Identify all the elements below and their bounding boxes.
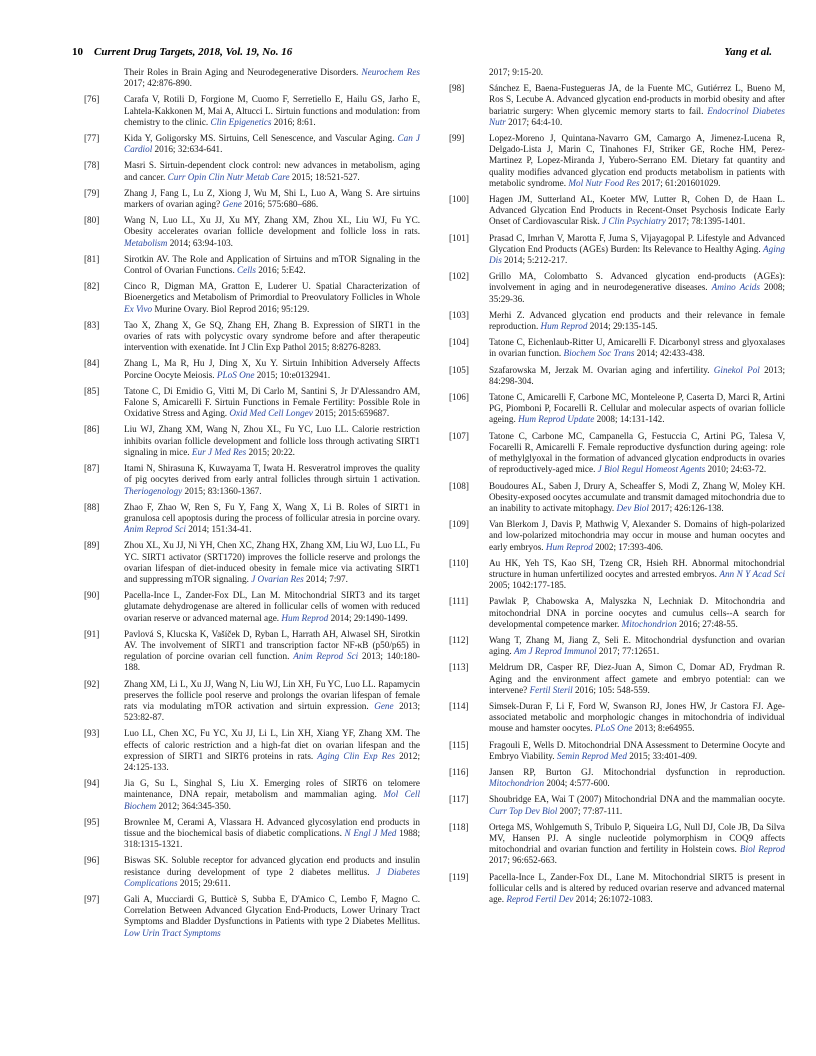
reference-number: [98] (449, 83, 465, 94)
reference-journal-link[interactable]: Eur J Med Res (191, 446, 247, 457)
reference-text: Pacella-Ince L, Zander-Fox DL, Lane M. Mitochondrial SIRT5 is present in follicular cells and is altered by reduced ovarian reserve and advanced maternal age. (489, 871, 785, 904)
reference-citation-tail: 2015; 83:1360-1367. (182, 485, 262, 496)
reference-journal-link[interactable]: Curr Opin Clin Nutr Metab Care (167, 171, 290, 182)
reference-journal-link[interactable]: Ann N Y Acad Sci (719, 568, 785, 579)
reference-number: [96] (84, 855, 100, 866)
reference-number: [86] (84, 424, 100, 435)
reference-entry (445, 794, 785, 816)
reference-text: Jia G, Su L, Singhal S, Liu X. Emerging roles of SIRT6 on telomere maintenance, DNA repair, metabolism and mammalian aging. (124, 778, 420, 800)
reference-citation-tail: 2014; 151:34-41. (185, 524, 252, 535)
reference-entry (80, 358, 420, 380)
reference-text: Szafarowska M, Jerzak M. Ovarian aging and infertility. (489, 364, 714, 375)
reference-journal-link[interactable]: Amino Acids (711, 282, 760, 293)
reference-text: Tatone C, Eichenlaub-Ritter U, Amicarelli F. Dicarbonyl stress and glyoxalases in ovarian function. (489, 337, 785, 359)
reference-citation-tail: 2016; 32:634-641. (152, 144, 223, 155)
reference-citation-tail: 2015; 29:611. (177, 877, 231, 888)
reference-text: Cinco R, Digman MA, Gratton E, Luderer U. Spatial Characterization of Bioenergetics and Metabolism of Primordial to Preovulatory Follicles in Whole (124, 281, 420, 303)
reference-journal-link[interactable]: J Ovarian Res (251, 573, 304, 584)
reference-citation-tail: 2014; 29:1490-1499. (328, 612, 408, 623)
reference-entry (445, 701, 785, 735)
reference-number: [102] (449, 271, 469, 282)
reference-entry (445, 872, 785, 906)
reference-citation-tail: 2013; 84:298-304. (489, 364, 786, 386)
reference-number: [108] (449, 480, 469, 491)
reference-number: [118] (449, 821, 469, 832)
reference-number: [116] (449, 766, 469, 777)
reference-journal-link[interactable]: Anim Reprod Sci (124, 524, 186, 535)
reference-text: Merhi Z. Advanced glycation end products and their relevance in female reproduction. (489, 309, 785, 332)
reference-journal-link[interactable]: Biol Reprod (739, 844, 785, 855)
reference-entry (445, 133, 785, 189)
reference-column-left (80, 67, 420, 944)
reference-citation-tail: 1988; 318:1315-1321. (124, 827, 420, 850)
reference-citation-tail: 2008; 35:29-36. (489, 282, 785, 304)
reference-number: [85] (84, 385, 100, 396)
reference-citation-tail: 2013; 8:e64955. (632, 723, 695, 734)
reference-column-right (445, 67, 785, 910)
reference-journal-link[interactable]: Gene (374, 700, 394, 711)
reference-citation-tail: 2014; 5:212-217. (501, 255, 568, 266)
reference-journal-link[interactable]: PLoS One (216, 369, 255, 380)
reference-citation-tail: 2015; 10:e0132941. (254, 369, 331, 380)
reference-number: [94] (84, 778, 100, 789)
reference-entry (445, 194, 785, 228)
reference-number: [104] (449, 337, 469, 348)
reference-citation-tail: 2017; 78:1395-1401. (665, 216, 746, 227)
reference-text: Van Blerkom J, Davis P, Mathwig V, Alexander S. Domains of high-polarized and low-polarized mitochondria may occur in mouse and human oocytes and early embryos. (489, 519, 785, 552)
reference-entry (80, 778, 420, 812)
reference-journal-link[interactable]: Hum Reprod (540, 321, 588, 332)
reference-citation-tail: 2014; 7:97. (303, 573, 348, 584)
reference-number: [117] (449, 794, 469, 805)
reference-text: Zhang L, Ma R, Hu J, Ding X, Xu Y. Sirtuin Inhibition Adversely Affects Porcine Oocyte Meiosis. (124, 358, 420, 380)
reference-entry (80, 281, 420, 315)
reference-number: [114] (449, 700, 469, 711)
page-header (72, 46, 772, 62)
reference-citation-tail: 2017; 96:652-663. (489, 855, 557, 866)
reference-number: [82] (84, 281, 100, 292)
reference-citation-tail: 2016; 5:E42. (255, 265, 306, 276)
reference-journal-link[interactable]: PLoS One (594, 723, 633, 734)
reference-number: [91] (84, 628, 100, 639)
reference-journal-link[interactable]: J Clin Psychiatry (602, 216, 666, 227)
reference-text: Itami N, Shirasuna K, Kuwayama T, Iwata H. Resveratrol improves the quality of pig oocytes derived from early antral follicles through sirtuin 1 activation. (124, 463, 420, 485)
reference-entry (445, 481, 785, 515)
reference-text: Simsek-Duran F, Li F, Ford W, Swanson RJ, Jones HW, Jr Castora FJ. Age-associated metabolic and morphologic changes in mitochondria of individual mouse and hamster oocytes. (489, 700, 785, 734)
reference-entry (80, 540, 420, 585)
reference-number: [92] (84, 678, 100, 689)
reference-citation-tail: 2017; 426:126-138. (648, 502, 724, 513)
reference-number: [101] (449, 232, 469, 243)
reference-text: Hagen JM, Sutterland AL, Koeter MW, Lutter R, Cohen D, de Haan L. Advanced Glycation End Products in Recent-Onset Psychosis Indicate Early Onset of Cardiovascular Risk. (489, 194, 785, 227)
reference-journal-link[interactable]: Reprod Fertil Dev (506, 894, 574, 904)
reference-citation-tail: 2017; 61:201601029. (639, 177, 721, 188)
reference-entry (445, 635, 785, 657)
reference-citation-tail: 2014; 63:94-103. (167, 237, 233, 248)
reference-journal-link[interactable]: Mol Nutr Food Res (568, 177, 640, 188)
reference-citation-tail: 2014; 29:135-145. (587, 321, 658, 332)
reference-journal-link[interactable]: Fertil Steril (529, 684, 573, 695)
reference-entry (445, 310, 785, 332)
reference-text: 2017; 9:15-20. (489, 67, 544, 77)
reference-journal-link[interactable]: J Biol Regul Homeost Agents (597, 464, 706, 475)
reference-number: [103] (449, 309, 469, 320)
reference-entry (80, 160, 420, 182)
reference-number: [93] (84, 728, 100, 739)
reference-text: Kida Y, Goligorsky MS. Sirtuins, Cell Senescence, and Vascular Aging. (124, 133, 398, 144)
reference-entry (80, 254, 420, 276)
reference-entry (80, 94, 420, 128)
reference-number: [89] (84, 540, 100, 551)
reference-text: Tatone C, Amicarelli F, Carbone MC, Monteleone P, Caserta D, Marci R, Artini PG, Piomboni P, Focarelli R. Cellular and molecular aspects of ovarian follicle ageing. (489, 392, 785, 425)
reference-citation-tail: 2016; 8:61. (271, 116, 316, 127)
reference-text: Tatone C, Carbone MC, Campanella G, Festuccia C, Artini PG, Talesa V, Focarelli R, Amicarelli F. Female reproductive dysfunction during ageing: role of methylglyoxal in the formation of advanced glycation endproducts in ovaries of reproductively-aged mice. (489, 430, 785, 475)
reference-entry (445, 365, 785, 387)
reference-citation-tail: 2004; 4:577-600. (544, 778, 610, 789)
reference-number: [111] (449, 596, 469, 607)
page-number: 10 (72, 46, 83, 58)
reference-number: [107] (449, 430, 469, 441)
reference-text: Sánchez E, Baena-Fustegueras JA, de la Fuente MC, Gutiérrez L, Bueno M, Ros S, Lecube A. Advanced glycation end-products in morbid obesity and after bariatric surgery: When glycemic memory starts to fail. (489, 83, 785, 116)
reference-number: [83] (84, 319, 100, 330)
reference-text: Their Roles in Brain Aging and Neurodegenerative Disorders. (124, 67, 362, 77)
reference-journal-link[interactable]: Mitochondrion (489, 778, 545, 789)
reference-text: Liu WJ, Zhang XM, Wang N, Zhou XL, Fu YC, Luo LL. Calorie restriction inhibits ovarian follicle development and follicle loss through activating SIRT1 signaling in mice. (124, 424, 420, 457)
reference-citation-tail: 2012; 24:125-133. (124, 750, 420, 772)
reference-journal-link[interactable]: Can J Cardiol (124, 133, 420, 155)
reference-journal-link[interactable]: Aging Clin Exp Res (317, 750, 395, 761)
reference-text: Biswas SK. Soluble receptor for advanced glycation end products and insulin resistance during development of type 2 diabetes mellitus. (124, 855, 420, 877)
reference-number: [119] (449, 871, 469, 882)
reference-text: Luo LL, Chen XC, Fu YC, Xu JJ, Li L, Lin XH, Xiang YF, Zhang XM. The effects of caloric restriction and a high-fat diet on ovarian lifespan and the expression of SIRT1 and SIRT6 proteins in rats. (124, 728, 420, 761)
reference-entry (445, 662, 785, 696)
reference-citation-tail: 2008; 14:131-142. (594, 414, 665, 425)
reference-journal-link[interactable]: Aging Dis (489, 243, 785, 266)
reference-entry (80, 133, 420, 155)
reference-text: Tao X, Zhang X, Ge SQ, Zhang EH, Zhang B. Expression of SIRT1 in the ovaries of rats with polycystic ovary syndrome before and after therapeutic intervention with exenatide. Int J Clin Exp Pathol 2015; 8:8276-8283. (124, 319, 420, 353)
running-author: Yang et al. (724, 46, 772, 58)
reference-entry (445, 392, 785, 426)
reference-text: Zhao F, Zhao W, Ren S, Fu Y, Fang X, Wang X, Li B. Roles of SIRT1 in granulosa cell apoptosis during the process of follicular atresia in porcine ovary. (124, 501, 420, 523)
reference-text: Ortega MS, Wohlgemuth S, Tribulo P, Siqueira LG, Null DJ, Cole JB, Da Silva MV, Hansen PJ. A single nucleotide polymorphism in COQ9 affects mitochondrial and ovarian function and fertility in Holstein cows. (489, 821, 785, 855)
reference-citation-tail: 2015; 18:521-527. (289, 171, 360, 182)
reference-entry (80, 817, 420, 851)
reference-number: [90] (84, 590, 100, 601)
reference-journal-link[interactable]: Hum Reprod Update (518, 414, 595, 425)
reference-entry (80, 728, 420, 773)
reference-journal-link[interactable]: Endocrinol Diabetes Nutr (489, 105, 785, 127)
reference-number: [105] (449, 364, 469, 375)
reference-journal-link[interactable]: J Diabetes Complications (124, 866, 420, 888)
reference-citation-tail: 2015; 2015:659687. (312, 408, 390, 419)
reference-text: Gali A, Mucciardi G, Butticè S, Subba E, D'Amico C, Lembo F, Magno C. Correlation Between Advanced Glycation End-Products, Lower Urinary Tract Symptoms and Bladder Dysfunctions in Patients with type 2 Diabetes Mellitus. (124, 894, 420, 927)
reference-text: Wang N, Luo LL, Xu JJ, Xu MY, Zhang XM, Zhou XL, Liu WJ, Fu YC. Obesity accelerates ovarian follicle development and follicle loss in rats. (124, 215, 420, 237)
reference-entry (445, 271, 785, 305)
reference-entry (80, 590, 420, 624)
reference-entry (80, 67, 420, 89)
reference-citation-tail: 2014; 42:433-438. (634, 348, 705, 359)
reference-text: Grillo MA, Colombatto S. Advanced glycation end-products (AGEs): involvement in aging and in neurodegenerative diseases. (489, 271, 785, 293)
reference-text: Carafa V, Rotili D, Forgione M, Cuomo F, Serretiello E, Hailu GS, Jarho E, Lahtela-Kakkonen M, Mai A, Altucci L. Sirtuin functions and modulation: from chemistry to the clinic. (124, 94, 420, 127)
reference-journal-link[interactable]: Ex Vivo (124, 303, 153, 314)
reference-text: Pacella-Ince L, Zander-Fox DL, Lan M. Mitochondrial SIRT3 and its target glutamate dehydrogenase are altered in follicular cells of women with reduced ovarian reserve or advanced maternal age. (124, 590, 420, 623)
reference-citation-tail: 2017; 64:4-10. (505, 116, 563, 127)
journal-title: Current Drug Targets, 2018, Vol. 19, No. 16 (94, 46, 293, 58)
reference-entry (445, 519, 785, 553)
reference-citation-tail: 2016; 27:48-55. (676, 618, 738, 629)
reference-text: Tatone C, Di Emidio G, Vitti M, Di Carlo M, Santini S, Jr D'Alessandro AM, Falone S, Amicarelli F. Sirtuin Functions in Female Fertility: Possible Role in Oxidative Stress and Aging. (124, 385, 420, 419)
reference-entry (445, 767, 785, 789)
reference-number: [99] (449, 133, 465, 144)
reference-text: Zhang XM, Li L, Xu JJ, Wang N, Liu WJ, Lin XH, Fu YC, Luo LL. Rapamycin preserves the follicle pool reserve and prolongs the ovarian lifespan of female rats via modulating mTOR activation and sirtuin expression. (124, 678, 420, 711)
reference-journal-link[interactable]: Biochem Soc Trans (563, 348, 635, 359)
reference-number: [77] (84, 133, 100, 144)
reference-entry (445, 83, 785, 128)
reference-entry (80, 424, 420, 458)
reference-journal-link[interactable]: Dev Biol (616, 502, 649, 513)
reference-text: Zhou XL, Xu JJ, Ni YH, Chen XC, Zhang HX, Zhang XM, Liu WJ, Luo LL, Fu YC. SIRT1 activator (SRT1720) improves the follicle reserve and prolongs the ovarian lifespan of diet-induced obesity in female mice via activating SIRT1 and suppressing mTOR signaling. (124, 540, 420, 584)
reference-text: Meldrum DR, Casper RF, Diez-Juan A, Simon C, Domar AD, Frydman R. Aging and the environment affect gamete and embryo potential: can we intervene? (489, 662, 785, 695)
reference-text: Boudoures AL, Saben J, Drury A, Scheaffer S, Modi Z, Zhang W, Moley KH. Obesity-exposed oocytes accumulate and transmit damaged mitochondria due to an inability to activate mitophagy. (489, 480, 785, 513)
reference-entry (80, 215, 420, 249)
reference-entry (80, 679, 420, 724)
reference-citation-tail: 2010; 24:63-72. (705, 464, 767, 475)
reference-journal-link[interactable]: Curr Top Dev Biol (489, 805, 558, 816)
reference-journal-link[interactable]: Hum Reprod (545, 541, 593, 552)
reference-journal-link[interactable]: Theriogenology (124, 485, 183, 496)
reference-number: [87] (84, 463, 100, 474)
reference-text: Au HK, Yeh TS, Kao SH, Tzeng CR, Hsieh RH. Abnormal mitochondrial structure in human unfertilized oocytes and arrested embryos. (489, 557, 785, 579)
reference-number: [84] (84, 358, 100, 369)
reference-citation-tail: 2017; 77:12651. (596, 646, 660, 657)
reference-number: [81] (84, 253, 100, 264)
reference-number: [110] (449, 557, 469, 568)
reference-text: Pawlak P, Chabowska A, Malyszka N, Lechniak D. Mitochondria and mitochondrial DNA in porcine oocytes and cumulus cells--A search for developmental competence marker. (489, 596, 785, 629)
reference-journal-link[interactable]: Semin Reprod Med (556, 750, 627, 761)
reference-text: Jansen RP, Burton GJ. Mitochondrial dysfunction in reproduction. (489, 766, 785, 777)
reference-text: Prasad C, Imrhan V, Marotta F, Juma S, Vijayagopal P. Lifestyle and Advanced Glycation End Products (AGEs) Burden: Its Relevance to Healthy Aging. (489, 232, 785, 254)
reference-journal-link[interactable]: Mol Cell Biochem (124, 789, 420, 811)
reference-entry (445, 596, 785, 630)
reference-journal-link[interactable]: Mitochondrion (621, 618, 677, 629)
reference-citation-tail: 2012; 364:345-350. (156, 800, 231, 811)
reference-text: Sirotkin AV. The Role and Application of Sirtuins and mTOR Signaling in the Control of Ovarian Functions. (124, 253, 420, 276)
reference-text: Lopez-Moreno J, Quintana-Navarro GM, Camargo A, Jimenez-Lucena R, Delgado-Lista J, Marin C, Tinahones FJ, Striker GE, Roche HM, Perez-Martinez P, Lopez-Miranda J, Yubero-Serrano EM. Dietary fat quantity and quality modifies advanced glycation end products metabolism in patients with metabolic syndrome. (489, 133, 785, 188)
reference-text: Masri S. Sirtuin-dependent clock control: new advances in metabolism, aging and cancer. (124, 160, 420, 182)
reference-citation-tail: Murine Ovary. Biol Reprod 2016; 95:129. (152, 303, 310, 314)
reference-journal-link[interactable]: Oxid Med Cell Longev (229, 408, 313, 419)
reference-number: [109] (449, 519, 469, 530)
reference-citation-tail: 2014; 26:1072-1083. (573, 894, 653, 904)
reference-citation-tail: 2002; 17:393-406. (592, 541, 663, 552)
reference-text: Fragouli E, Wells D. Mitochondrial DNA Assessment to Determine Oocyte and Embryo Viability. (489, 739, 785, 761)
reference-number: [97] (84, 894, 100, 904)
reference-entry (80, 855, 420, 889)
reference-entry (80, 502, 420, 536)
reference-citation-tail: 2016; 575:680–686. (241, 199, 319, 210)
reference-number: [95] (84, 816, 100, 827)
reference-text: Zhang J, Fang L, Lu Z, Xiong J, Wu M, Shi L, Luo A, Wang S. Are sirtuins markers of ovarian aging? (124, 187, 420, 210)
reference-citation-tail: 2005; 1042:177-185. (489, 580, 567, 591)
reference-citation-tail: 2007; 77:87-111. (557, 805, 623, 816)
reference-number: [80] (84, 215, 100, 226)
reference-entry (445, 233, 785, 267)
reference-entry (80, 386, 420, 420)
reference-entry (445, 337, 785, 359)
reference-number: [79] (84, 187, 100, 198)
reference-journal-link[interactable]: N Engl J Med (344, 827, 397, 838)
reference-citation-tail: 2013; 523:82-87. (124, 700, 420, 723)
reference-journal-link[interactable]: Hum Reprod (281, 612, 329, 623)
reference-entry (445, 740, 785, 762)
reference-journal-link[interactable]: Ginekol Pol (713, 364, 760, 375)
reference-entry (80, 320, 420, 354)
reference-entry (80, 188, 420, 210)
reference-journal-link[interactable]: Am J Reprod Immunol (514, 646, 597, 657)
reference-journal-link[interactable]: Neurochem Res (361, 67, 420, 77)
reference-entry (80, 894, 420, 939)
reference-entry (80, 629, 420, 674)
reference-text: Pavlová S, Klucska K, Vašíček D, Ryban L, Harrath AH, Alwasel SH, Sirotkin AV. The involvement of SIRT1 and transcription factor NF-κB (p50/p65) in regulation of porcine ovarian cell function. (124, 628, 420, 662)
reference-entry (80, 463, 420, 497)
reference-journal-link[interactable]: Low Urin Tract Symptoms (124, 927, 221, 938)
reference-text: Wang T, Zhang M, Jiang Z, Seli E. Mitochondrial dysfunction and ovarian aging. (489, 634, 785, 657)
reference-journal-link[interactable]: Gene (222, 199, 242, 210)
reference-citation-tail: 2017; 42:876-890. (124, 78, 192, 89)
reference-citation-tail: 2015; 33:401-409. (626, 750, 698, 761)
reference-text: Brownlee M, Cerami A, Vlassara H. Advanced glycosylation end products in tissue and the biochemical basis of diabetic complications. (124, 816, 420, 838)
reference-text: Shoubridge EA, Wai T (2007) Mitochondrial DNA and the mammalian oocyte. (489, 794, 785, 805)
reference-citation-tail: 2015; 20:22. (246, 446, 295, 457)
reference-entry (445, 822, 785, 867)
reference-journal-link[interactable]: Anim Reprod Sci (293, 651, 359, 662)
reference-citation-tail: 2016; 105: 548-559. (572, 684, 650, 695)
reference-journal-link[interactable]: Metabolism (124, 237, 168, 248)
reference-number: [113] (449, 662, 469, 673)
reference-citation-tail: 2013; 140:180-188. (124, 651, 420, 673)
reference-number: [76] (84, 94, 100, 105)
reference-journal-link[interactable]: Clin Epigenetics (210, 116, 272, 127)
reference-number: [106] (449, 392, 469, 403)
reference-entry (445, 431, 785, 476)
reference-number: [115] (449, 739, 469, 750)
reference-number: [112] (449, 634, 469, 645)
reference-entry (445, 558, 785, 592)
reference-journal-link[interactable]: Cells (237, 265, 256, 276)
reference-number: [88] (84, 501, 100, 512)
reference-number: [78] (84, 160, 100, 171)
reference-number: [100] (449, 194, 469, 205)
reference-entry (445, 67, 785, 78)
